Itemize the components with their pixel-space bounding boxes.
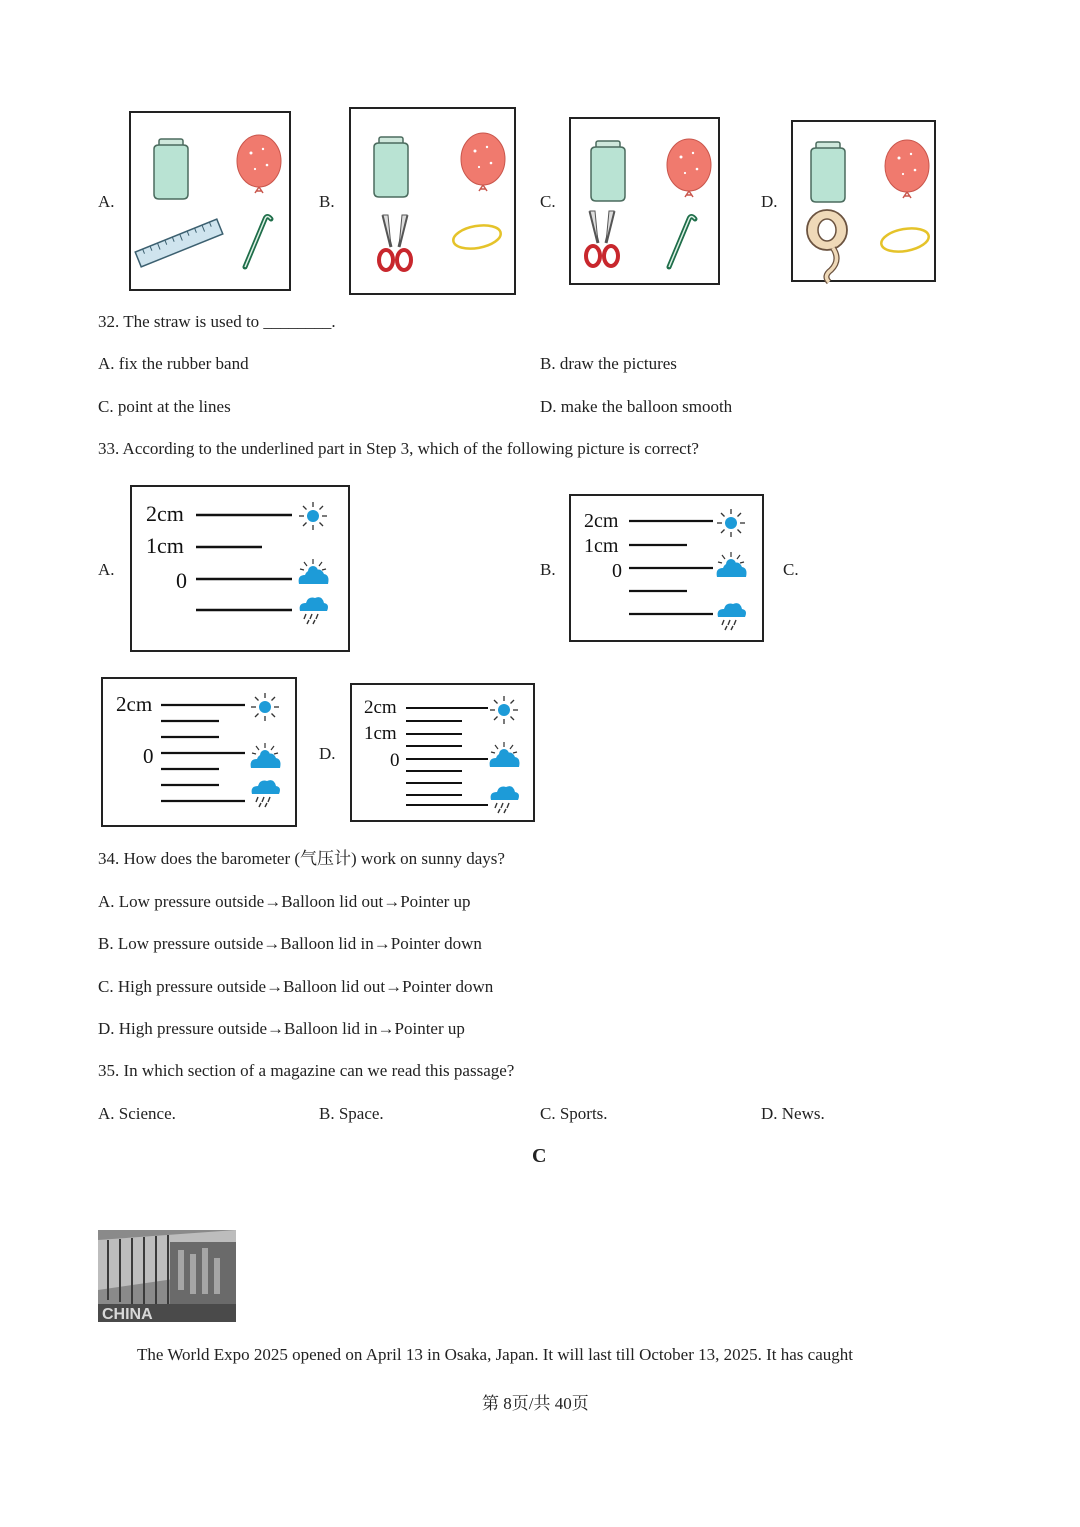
jar-icon — [811, 142, 845, 202]
partly-cloudy-icon — [717, 552, 747, 577]
q34-question: 34. How does the barometer (气压计) work on sunny days? — [98, 849, 505, 868]
ruler-icon — [135, 219, 223, 267]
sun-icon — [717, 509, 745, 537]
scale-label-0: 0 — [143, 744, 154, 768]
photo-china-text: CHINA — [102, 1306, 153, 1323]
q35-option-a[interactable]: A. Science. — [98, 1104, 176, 1123]
q33-option-b-image[interactable] — [569, 494, 764, 642]
q32-option-a[interactable]: A. fix the rubber band — [98, 354, 249, 373]
q33-label-a: A. — [98, 560, 115, 579]
partly-cloudy-icon — [490, 742, 520, 767]
scale-label-1cm: 1cm — [146, 533, 184, 558]
rain-icon — [491, 786, 519, 813]
q34-option-b[interactable]: B. Low pressure outside→Balloon lid in→Pointer down — [98, 934, 482, 953]
sun-icon — [251, 693, 279, 721]
straw-icon — [669, 217, 695, 268]
scale-label-2cm: 2cm — [146, 501, 184, 526]
page-indicator: 第 8页/共 40页 — [482, 1394, 589, 1413]
q31-label-d: D. — [761, 192, 778, 211]
balloon-icon — [885, 140, 929, 198]
q32-option-c[interactable]: C. point at the lines — [98, 397, 231, 416]
q33-option-a-image[interactable] — [130, 485, 350, 652]
rain-icon — [300, 597, 328, 624]
q35-option-c[interactable]: C. Sports. — [540, 1104, 608, 1123]
q31-label-c: C. — [540, 192, 556, 211]
scale-label-1cm: 1cm — [364, 723, 397, 744]
scale-label-2cm: 2cm — [364, 697, 397, 718]
scale-label-2cm: 2cm — [584, 510, 619, 532]
q35-option-b[interactable]: B. Space. — [319, 1104, 384, 1123]
q32-option-b[interactable]: B. draw the pictures — [540, 354, 677, 373]
rubber-band-icon — [451, 222, 502, 252]
scissors-icon — [586, 211, 618, 266]
scale-label-2cm: 2cm — [116, 692, 153, 716]
rain-icon — [252, 780, 280, 807]
q34-option-d[interactable]: D. High pressure outside→Balloon lid in→Pointer up — [98, 1019, 465, 1038]
scale-label-0: 0 — [176, 568, 187, 593]
rubber-band-icon — [879, 225, 930, 255]
q34-option-c[interactable]: C. High pressure outside→Balloon lid out→Pointer down — [98, 977, 494, 996]
tape-icon — [807, 210, 847, 282]
rain-icon — [718, 603, 746, 630]
section-heading: C — [532, 1145, 547, 1167]
q31-label-a: A. — [98, 192, 115, 211]
q32-option-d[interactable]: D. make the balloon smooth — [540, 397, 733, 416]
balloon-icon — [237, 135, 281, 193]
scale-label-0: 0 — [390, 750, 400, 771]
q33-label-b: B. — [540, 560, 556, 579]
scissors-icon — [379, 215, 411, 270]
q31-option-b-image[interactable] — [349, 107, 516, 295]
sun-icon — [490, 696, 518, 724]
partly-cloudy-icon — [251, 743, 281, 768]
jar-icon — [374, 137, 408, 197]
sun-icon — [299, 502, 327, 530]
scale-label-0: 0 — [612, 560, 622, 582]
q33-label-c: C. — [783, 560, 799, 579]
q33-label-d: D. — [319, 744, 336, 763]
jar-icon — [154, 139, 188, 199]
q35-question: 35. In which section of a magazine can we read this passage? — [98, 1061, 515, 1080]
q33-question: 33. According to the underlined part in Step 3, which of the following picture is correct? — [98, 439, 699, 458]
balloon-icon — [461, 133, 505, 191]
q33-option-d-image[interactable] — [350, 683, 535, 822]
jar-icon — [591, 141, 625, 201]
balloon-icon — [667, 139, 711, 197]
q31-label-b: B. — [319, 192, 335, 211]
q34-option-a[interactable]: A. Low pressure outside→Balloon lid out→Pointer up — [98, 892, 471, 911]
scale-label-1cm: 1cm — [584, 535, 619, 557]
china-pavilion-photo — [98, 1230, 236, 1322]
q31-option-a-image[interactable] — [129, 111, 291, 291]
q35-option-d[interactable]: D. News. — [761, 1104, 825, 1123]
q33-option-c-image[interactable] — [101, 677, 297, 827]
q32-question: 32. The straw is used to ________. — [98, 312, 336, 331]
q31-option-c-image[interactable] — [569, 117, 720, 285]
passage-text: The World Expo 2025 opened on April 13 in Osaka, Japan. It will last till October 13, 2025. It has caught — [137, 1345, 853, 1364]
q31-option-d-image[interactable] — [791, 120, 936, 282]
straw-icon — [245, 217, 271, 268]
partly-cloudy-icon — [299, 559, 329, 584]
